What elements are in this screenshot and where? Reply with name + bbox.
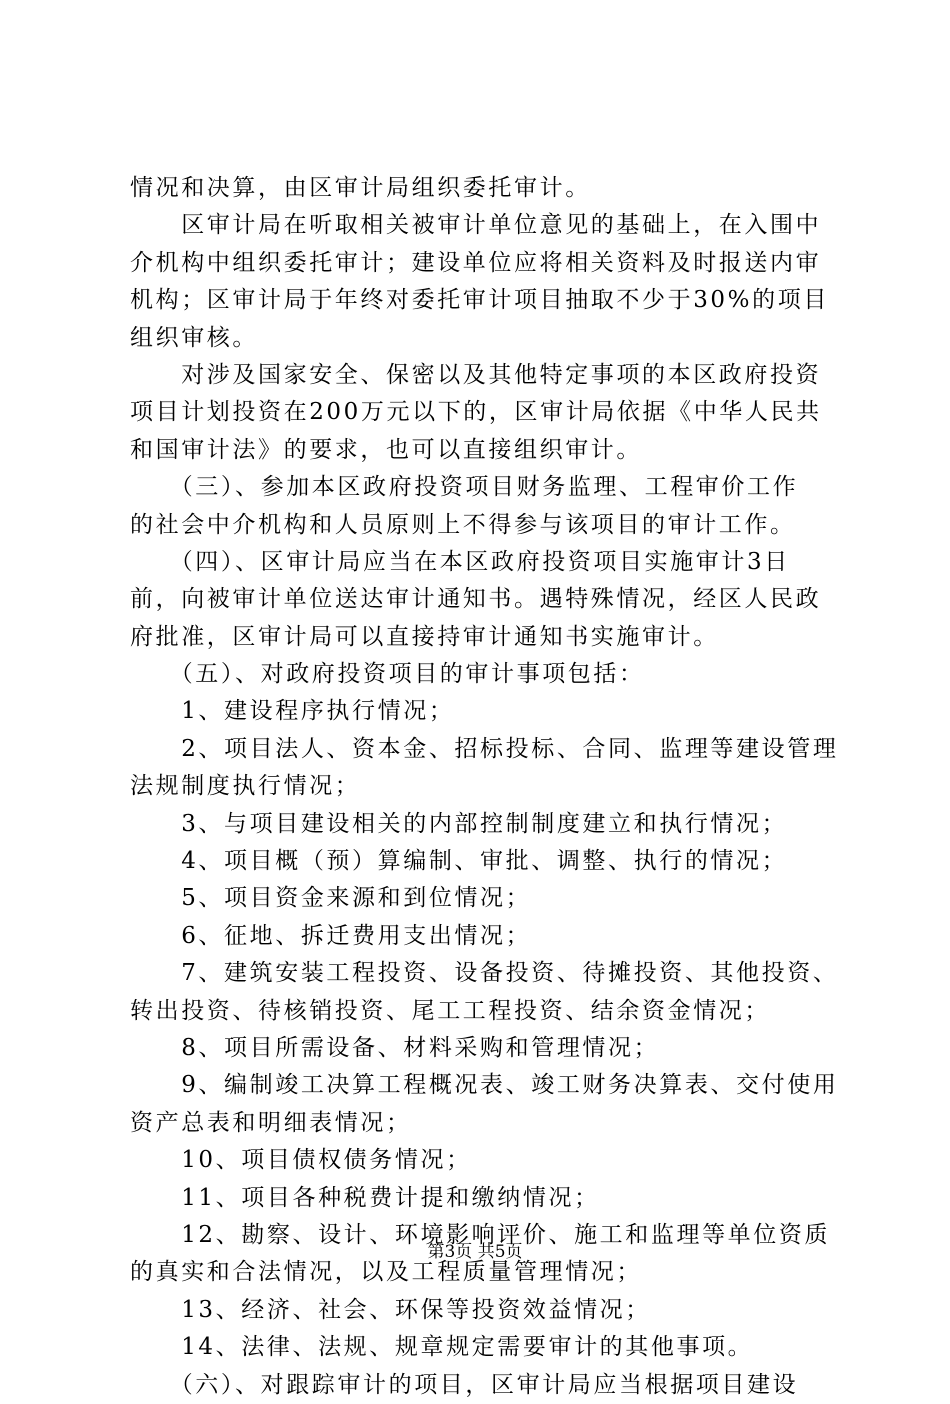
text-line: 7、建筑安装工程投资、设备投资、待摊投资、其他投资、 — [130, 960, 839, 987]
text-line: 区审计局在听取相关被审计单位意见的基础上，在入围中 — [130, 212, 822, 239]
text-line: 2、项目法人、资本金、招标投标、合同、监理等建设管理 — [130, 735, 839, 762]
text-line: 转出投资、待核销投资、尾工工程投资、结余资金情况； — [130, 997, 770, 1024]
text-line: 机构；区审计局于年终对委托审计项目抽取不少于30%的项目 — [130, 287, 829, 314]
text-line: 对涉及国家安全、保密以及其他特定事项的本区政府投资 — [130, 361, 822, 388]
text-line: 的社会中介机构和人员原则上不得参与该项目的审计工作。 — [130, 511, 796, 538]
text-line: 11、项目各种税费计提和缴纳情况； — [130, 1184, 600, 1211]
text-line: 和国审计法》的要求，也可以直接组织审计。 — [130, 436, 642, 463]
text-line: 前，向被审计单位送达审计通知书。遇特殊情况，经区人民政 — [130, 586, 822, 613]
body-text — [130, 170, 839, 1404]
text-line: 10、项目债权债务情况； — [130, 1147, 472, 1174]
text-line: 6、征地、拆迁费用支出情况； — [130, 922, 532, 949]
text-line: 3、与项目建设相关的内部控制制度建立和执行情况； — [130, 810, 788, 837]
text-line: 9、编制竣工决算工程概况表、竣工财务决算表、交付使用 — [130, 1072, 839, 1099]
text-line: 组织审核。 — [130, 324, 258, 351]
text-line: 项目计划投资在200万元以下的，区审计局依据《中华人民共 — [130, 399, 822, 426]
text-line: 情况和决算，由区审计局组织委托审计。 — [130, 175, 591, 201]
text-line: 8、项目所需设备、材料采购和管理情况； — [130, 1034, 660, 1061]
text-line: （六）、对跟踪审计的项目，区审计局应当根据项目建设 — [130, 1371, 799, 1398]
text-line: 13、经济、社会、环保等投资效益情况； — [130, 1296, 651, 1323]
text-line: 的真实和合法情况，以及工程质量管理情况； — [130, 1259, 642, 1286]
text-line: 14、法律、法规、规章规定需要审计的其他事项。 — [130, 1334, 754, 1361]
text-line: （三）、参加本区政府投资项目财务监理、工程审价工作 — [130, 474, 799, 501]
text-line: 4、项目概（预）算编制、审批、调整、执行的情况； — [130, 848, 788, 875]
text-line: 12、勘察、设计、环境影响评价、施工和监理等单位资质 — [130, 1221, 831, 1248]
page-number-footer: 第3页 共5页 — [427, 1242, 523, 1262]
text-line: 5、项目资金来源和到位情况； — [130, 885, 532, 912]
text-line: 法规制度执行情况； — [130, 773, 361, 800]
text-line: （五）、对政府投资项目的审计事项包括： — [130, 661, 645, 688]
text-line: （四）、区审计局应当在本区政府投资项目实施审计3日 — [130, 548, 790, 575]
text-line: 资产总表和明细表情况； — [130, 1109, 412, 1136]
text-line: 府批准，区审计局可以直接持审计通知书实施审计。 — [130, 623, 719, 650]
text-line: 介机构中组织委托审计；建设单位应将相关资料及时报送内审 — [130, 249, 822, 276]
text-line: 1、建设程序执行情况； — [130, 698, 455, 725]
